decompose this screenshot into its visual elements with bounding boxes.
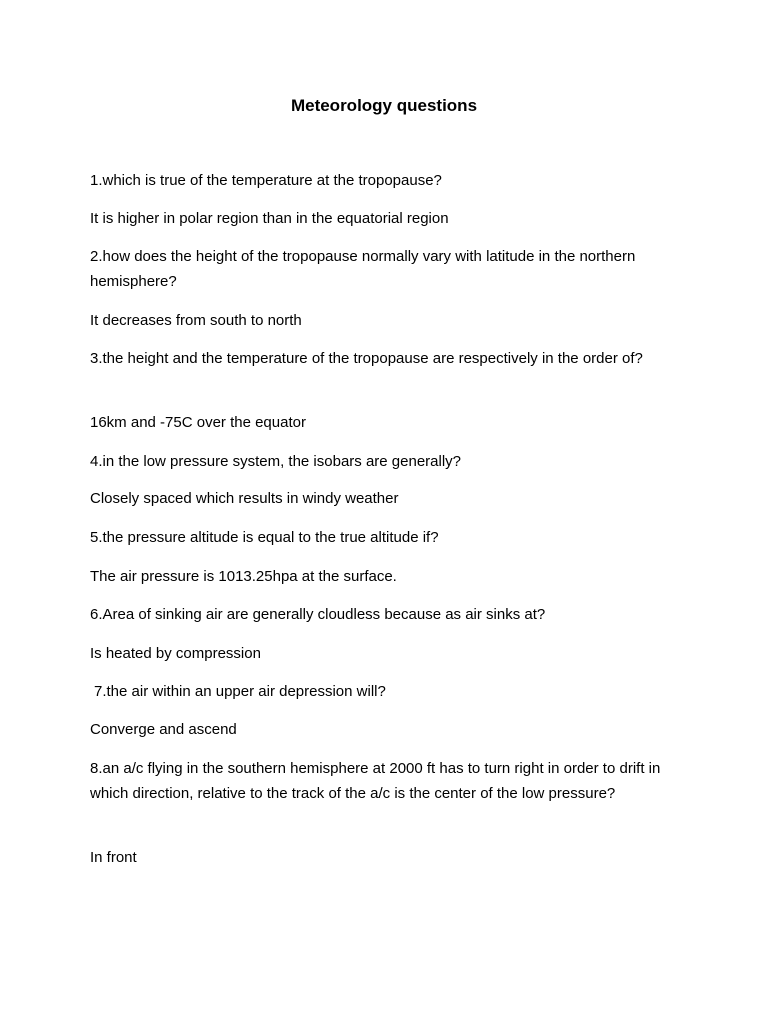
answer-3: 16km and -75C over the equator [90,414,306,431]
answer-5: The air pressure is 1013.25hpa at the surface. [90,568,397,585]
answer-1: It is higher in polar region than in the equatorial region [90,210,449,227]
question-8: 8.an a/c flying in the southern hemisphere at 2000 ft has to turn right in order to drift in which direction, relative to the track of the a/c is the center of the low pressure? [90,760,661,802]
question-3: 3.the height and the temperature of the tropopause are respectively in the order of? [90,350,643,367]
answer-2: It decreases from south to north [90,312,302,329]
document-title: Meteorology questions [290,96,478,115]
question-6: 6.Area of sinking air are generally cloudless because as air sinks at? [90,606,546,623]
answer-8: In front [90,849,137,866]
answer-6: Is heated by compression [90,645,261,662]
question-5: 5.the pressure altitude is equal to the true altitude if? [90,529,439,546]
question-1: 1.which is true of the temperature at the tropopause? [90,172,442,189]
question-2: 2.how does the height of the tropopause normally vary with latitude in the northern hemisphere? [90,248,636,290]
question-4: 4.in the low pressure system, the isobars are generally? [90,453,462,470]
question-7: 7.the air within an upper air depression will? [94,683,386,700]
answer-4: Closely spaced which results in windy weather [90,490,399,507]
answer-7: Converge and ascend [90,721,237,738]
